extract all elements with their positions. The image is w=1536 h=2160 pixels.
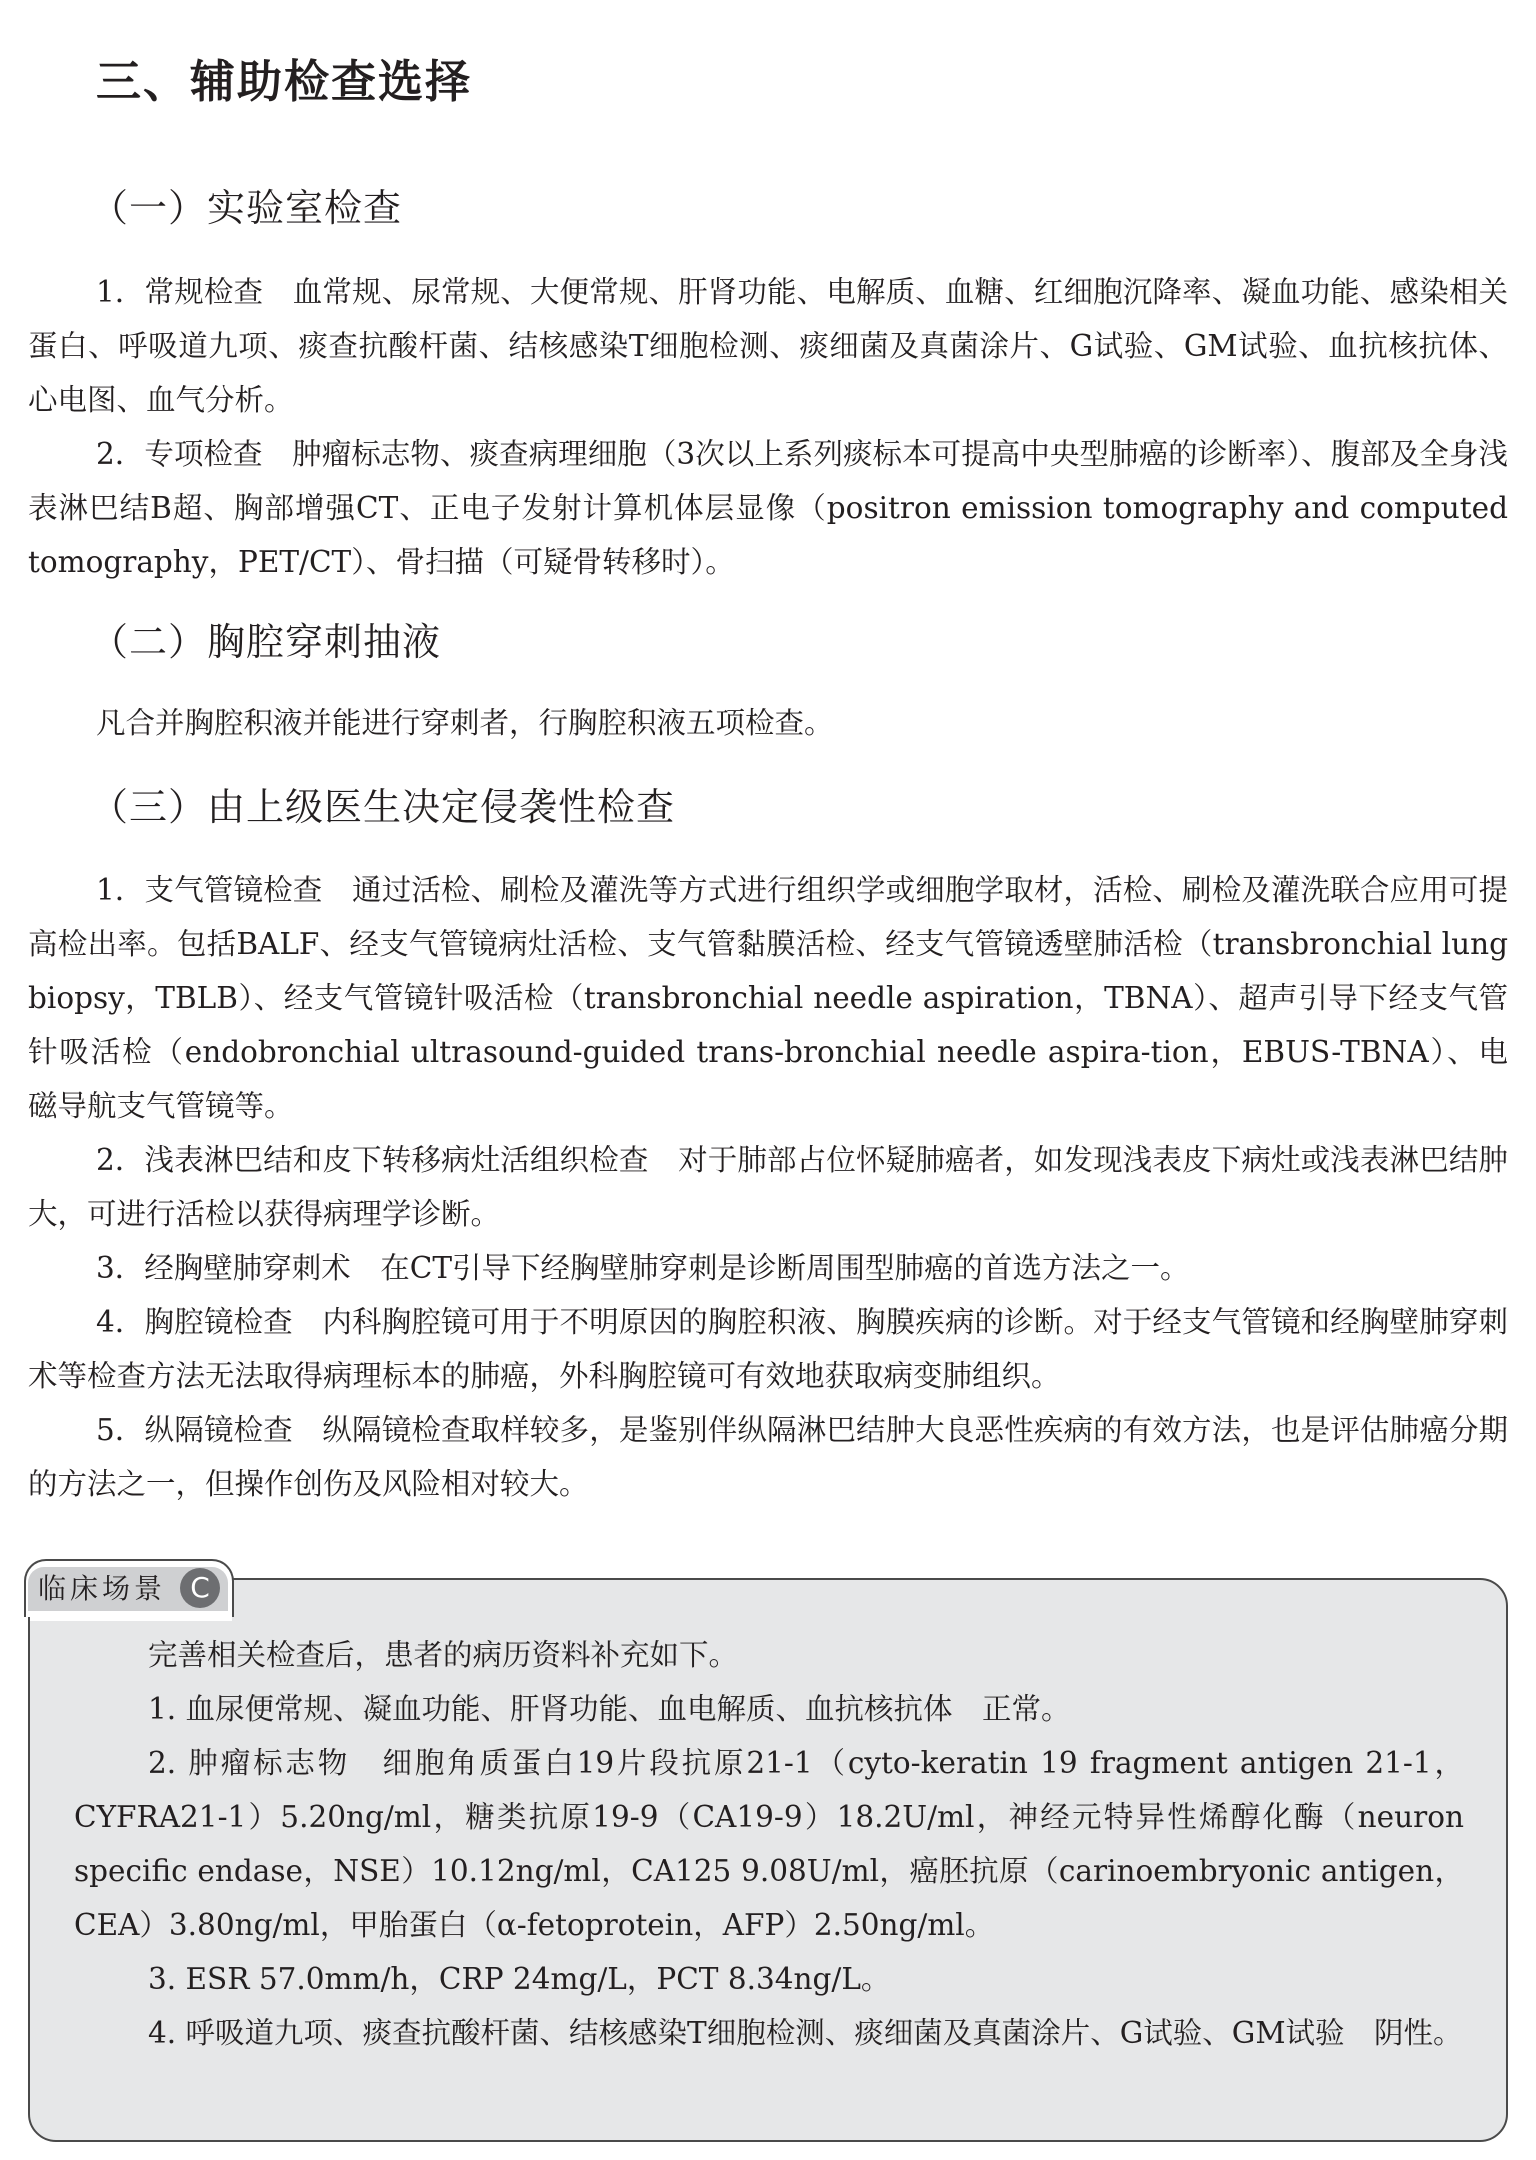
clinical-item-4: 4. 呼吸道九项、痰查抗酸杆菌、结核感染T细胞检测、痰细菌及真菌涂片、G试验、GM试验 阴性。: [148, 2016, 1463, 2050]
paragraph-mediastinoscopy: 5．纵隔镜检查 纵隔镜检查取样较多，是鉴别伴纵隔淋巴结肿大良恶性疾病的有效方法，也是评估肺癌分期的方法之一，但操作创伤及风险相对较大。: [28, 1413, 1508, 1501]
paragraph-bronchoscopy: 1．支气管镜检查 通过活检、刷检及灌洗等方式进行组织学或细胞学取材，活检、刷检及灌洗联合应用可提高检出率。包括BALF、经支气管镜病灶活检、支气管黏膜活检、经支气管镜透壁肺活检（transbronchial lung biopsy，TBLB）、经支气管镜针吸活检（transbronchial needle aspiration，TBNA）、超声引导下经支气管针吸活检（endobronchial ultrasound-guided trans-bronchial needle aspira-tion，EBUS-TBNA）、电磁导航支气管镜等。: [28, 873, 1508, 1123]
clinical-item-2: 2. 肿瘤标志物 细胞角质蛋白19片段抗原21-1（cyto-keratin 19 fragment antigen 21-1，CYFRA21-1）5.20ng/ml，糖类抗原19-9（CA19-9）18.2U/ml，神经元特异性烯醇化酶（neuron specific endase，NSE）10.12ng/ml，CA125 9.08U/ml，癌胚抗原（carinoembryonic antigen，CEA）3.80ng/ml，甲胎蛋白（α-fetoprotein，AFP）2.50ng/ml。: [74, 1746, 1464, 1942]
subsection-title-thoracentesis: （二）胸腔穿刺抽液: [90, 620, 442, 664]
paragraph-lymph-biopsy: 2．浅表淋巴结和皮下转移病灶活组织检查 对于肺部占位怀疑肺癌者，如发现浅表皮下病灶或浅表淋巴结肿大，可进行活检以获得病理学诊断。: [28, 1143, 1508, 1231]
paragraph-thoracoscopy: 4．胸腔镜检查 内科胸腔镜可用于不明原因的胸腔积液、胸膜疾病的诊断。对于经支气管镜和经胸壁肺穿刺术等检查方法无法取得病理标本的肺癌，外科胸腔镜可有效地获取病变肺组织。: [28, 1305, 1508, 1393]
paragraph-routine-tests: 1．常规检查 血常规、尿常规、大便常规、肝肾功能、电解质、血糖、红细胞沉降率、凝血功能、感染相关蛋白、呼吸道九项、痰查抗酸杆菌、结核感染T细胞检测、痰细菌及真菌涂片、G试验、GM试验、血抗核抗体、心电图、血气分析。: [28, 275, 1508, 417]
paragraph-thoracentesis: 凡合并胸腔积液并能进行穿刺者，行胸腔积液五项检查。: [96, 706, 834, 740]
paragraph-lung-puncture: 3．经胸壁肺穿刺术 在CT引导下经胸壁肺穿刺是诊断周围型肺癌的首选方法之一。: [96, 1251, 1190, 1285]
section-title: 三、辅助检查选择: [96, 55, 473, 108]
clinical-item-1: 1. 血尿便常规、凝血功能、肝肾功能、血电解质、血抗核抗体 正常。: [148, 1692, 1071, 1726]
paragraph-special-tests: 2．专项检查 肿瘤标志物、痰查病理细胞（3次以上系列痰标本可提高中央型肺癌的诊断率）、腹部及全身浅表淋巴结B超、胸部增强CT、正电子发射计算机体层显像（positron emission tomography and computed tomography，PET/CT）、骨扫描（可疑骨转移时）。: [28, 437, 1508, 579]
clinical-scenario-badge: C: [180, 1568, 220, 1608]
clinical-intro: 完善相关检查后，患者的病历资料补充如下。: [148, 1638, 739, 1672]
subsection-title-lab: （一）实验室检查: [90, 186, 403, 230]
subsection-title-invasive: （三）由上级医生决定侵袭性检查: [90, 785, 676, 829]
clinical-scenario-label: 临床场景: [38, 1572, 167, 1605]
clinical-item-3: 3. ESR 57.0mm/h，CRP 24mg/L，PCT 8.34ng/L。: [148, 1962, 891, 1996]
